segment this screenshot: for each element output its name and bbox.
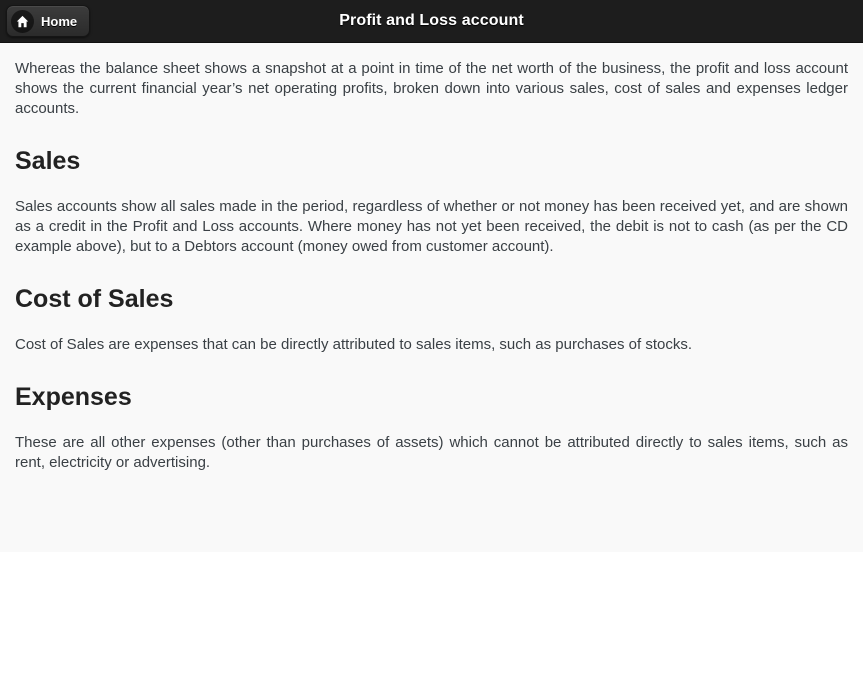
section-heading-expenses: Expenses — [15, 383, 132, 411]
header-bar — [0, 0, 863, 43]
content-panel — [0, 43, 863, 552]
page-title: Profit and Loss account — [339, 12, 524, 29]
section-heading-cost-of-sales: Cost of Sales — [15, 285, 174, 313]
home-button[interactable] — [6, 5, 90, 37]
intro-paragraph: Whereas the balance sheet shows a snapshot at a point in time of the net worth of the business, the profit and loss account shows the current financial year’s net operating profits, broken down into various sales, cost of sales and expenses ledger accounts. — [15, 60, 848, 117]
home-icon — [11, 10, 34, 33]
home-button-label: Home — [41, 13, 78, 29]
page-background-below-content — [0, 552, 863, 695]
section-body-sales: Sales accounts show all sales made in the period, regardless of whether or not money has been received yet, and are shown as a credit in the Profit and Loss accounts. Where money has not yet been received, the debit is not to cash (as per the CD example above), but to a Debtors account (money owed from customer account). — [15, 198, 848, 255]
section-heading-sales: Sales — [15, 147, 81, 175]
section-body-expenses: These are all other expenses (other than purchases of assets) which cannot be attributed directly to sales items, such as rent, electricity or advertising. — [15, 434, 848, 471]
section-body-cost-of-sales: Cost of Sales are expenses that can be directly attributed to sales items, such as purchases of stocks. — [15, 336, 693, 353]
